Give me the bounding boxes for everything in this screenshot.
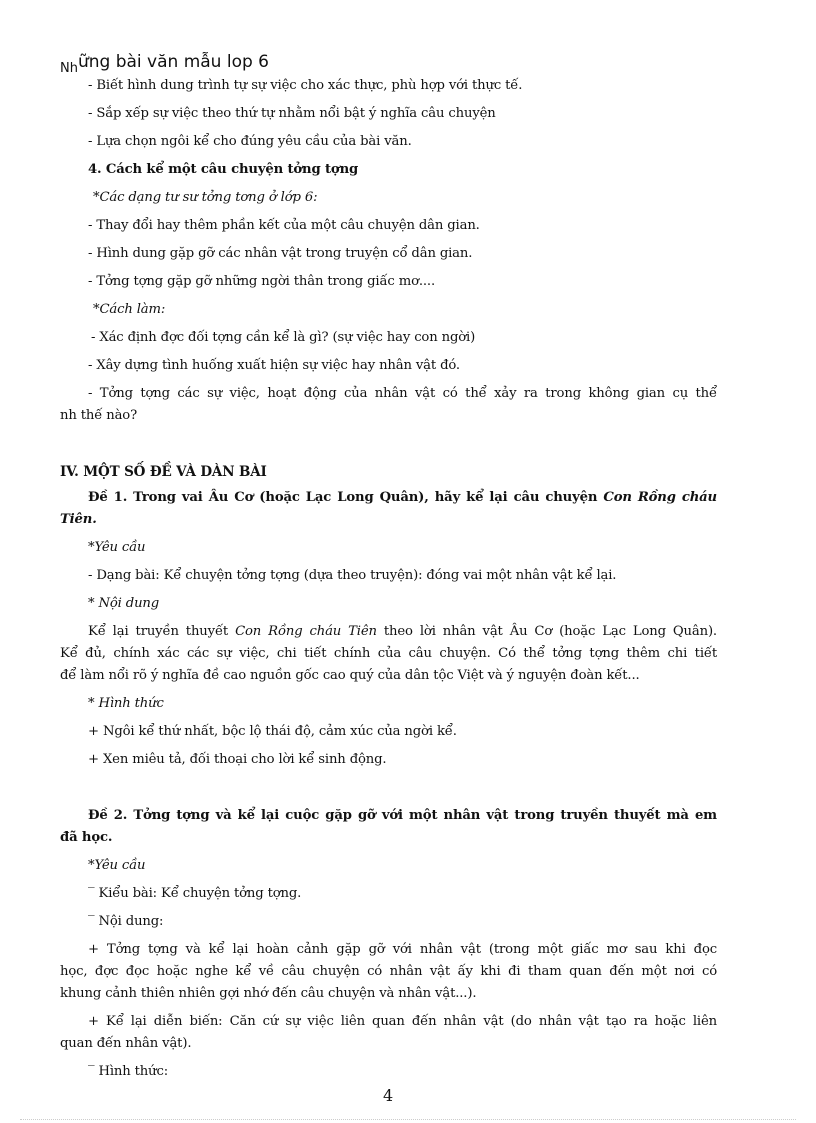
- topic-1-story-title: Con Rồng cháu: [603, 490, 717, 505]
- text-span: Kể lại truyền thuyết: [88, 624, 229, 639]
- text-line: ‾ Nội dung:: [88, 914, 164, 929]
- text-line: ‾ Hình thức:: [88, 1064, 168, 1079]
- section-heading: 4. Cách kể một câu chuyện tởng tợng: [88, 162, 359, 177]
- text-line: quan đến nhân vật).: [60, 1036, 192, 1051]
- text-line: - Tởng tợng các sự việc, hoạt động của nhân vật có thể xảy ra trong không gian cụ thể: [88, 386, 717, 401]
- text-line: Tiên.: [60, 512, 97, 527]
- topic-1-text: Đề 1. Trong vai Âu Cơ (hoặc Lạc Long Quân), hãy kể lại câu chuyện: [88, 490, 598, 505]
- text-line: - Thay đổi hay thêm phần kết của một câu chuyện dân gian.: [88, 218, 480, 233]
- section-heading: IV. MỘT SỐ ĐỀ VÀ DÀN BÀI: [60, 464, 267, 480]
- page-header: [60, 52, 269, 76]
- text-line: * Hình thức: [88, 696, 164, 711]
- essay-topic-1: [60, 490, 717, 505]
- text-line: - Sắp xếp sự việc theo thứ tự nhằm nổi bật ý nghĩa câu chuyện: [88, 106, 496, 121]
- text-line: - Xây dựng tình huống xuất hiện sự việc hay nhân vật đó.: [88, 358, 460, 373]
- text-line: * Nội dung: [88, 596, 160, 611]
- text-line: + Tởng tợng và kể lại hoàn cảnh gặp gỡ với nhân vật (trong một giấc mơ sau khi đọc: [88, 942, 717, 957]
- text-line: *Yêu cầu: [88, 540, 146, 555]
- text-line: ‾ Kiểu bài: Kể chuyện tởng tợng.: [88, 886, 302, 901]
- story-title: Con Rồng cháu Tiên: [235, 624, 377, 639]
- text-line: học, đợc đọc hoặc nghe kể về câu chuyện có nhân vật ấy khi đi tham quan đến một nơi có: [60, 964, 717, 979]
- text-line: + Ngôi kể thứ nhất, bộc lộ thái độ, cảm xúc của ngời kể.: [88, 724, 457, 739]
- header-prefix: Nh: [60, 61, 78, 76]
- text-line: - Lựa chọn ngôi kể cho đúng yêu cầu của bài văn.: [88, 134, 412, 149]
- text-line: *Cách làm:: [93, 302, 166, 317]
- text-line: *Yêu cầu: [88, 858, 146, 873]
- text-line: - Xác định đợc đối tợng cần kể là gì? (sự việc hay con ngời): [91, 330, 476, 345]
- text-line: nh thế nào?: [60, 408, 137, 423]
- text-line: khung cảnh thiên nhiên gợi nhớ đến câu chuyện và nhân vật...).: [60, 986, 477, 1001]
- essay-topic-2: Đề 2. Tởng tợng và kể lại cuộc gặp gỡ với một nhân vật trong truyền thuyết mà em: [88, 808, 717, 823]
- text-line: + Xen miêu tả, đối thoại cho lời kể sinh động.: [88, 752, 387, 767]
- page-number: 4: [383, 1086, 394, 1105]
- text-line: - Biết hình dung trình tự sự việc cho xác thực, phù hợp với thực tế.: [88, 78, 523, 93]
- text-line: - Hình dung gặp gỡ các nhân vật trong truyện cổ dân gian.: [88, 246, 473, 261]
- text-line: + Kể lại diễn biến: Căn cứ sự việc liên quan đến nhân vật (do nhân vật tạo ra hoặc liên: [88, 1014, 717, 1029]
- text-line: để làm nổi rõ ý nghĩa đề cao nguồn gốc cao quý của dân tộc Việt và ý nguyện đoàn kết...: [60, 668, 640, 683]
- header-title: ững bài văn mẫu lop 6: [77, 52, 269, 72]
- text-line: đã học.: [60, 830, 113, 845]
- text-line: - Tởng tợng gặp gỡ những ngời thân trong giấc mơ....: [88, 274, 436, 289]
- page-bottom-border: [20, 1119, 796, 1120]
- text-line: Kể đủ, chính xác các sự việc, chi tiết chính của câu chuyện. Có thể tởng tợng thêm chi tiết: [60, 646, 717, 661]
- text-line: *Các dạng tư sư tởng tơng ở lớp 6:: [93, 190, 318, 205]
- text-span: theo lời nhân vật Âu Cơ (hoặc Lạc Long Quân).: [383, 624, 717, 639]
- text-line: [60, 624, 717, 639]
- text-line: - Dạng bài: Kể chuyện tởng tợng (dựa theo truyện): đóng vai một nhân vật kể lại.: [88, 568, 617, 583]
